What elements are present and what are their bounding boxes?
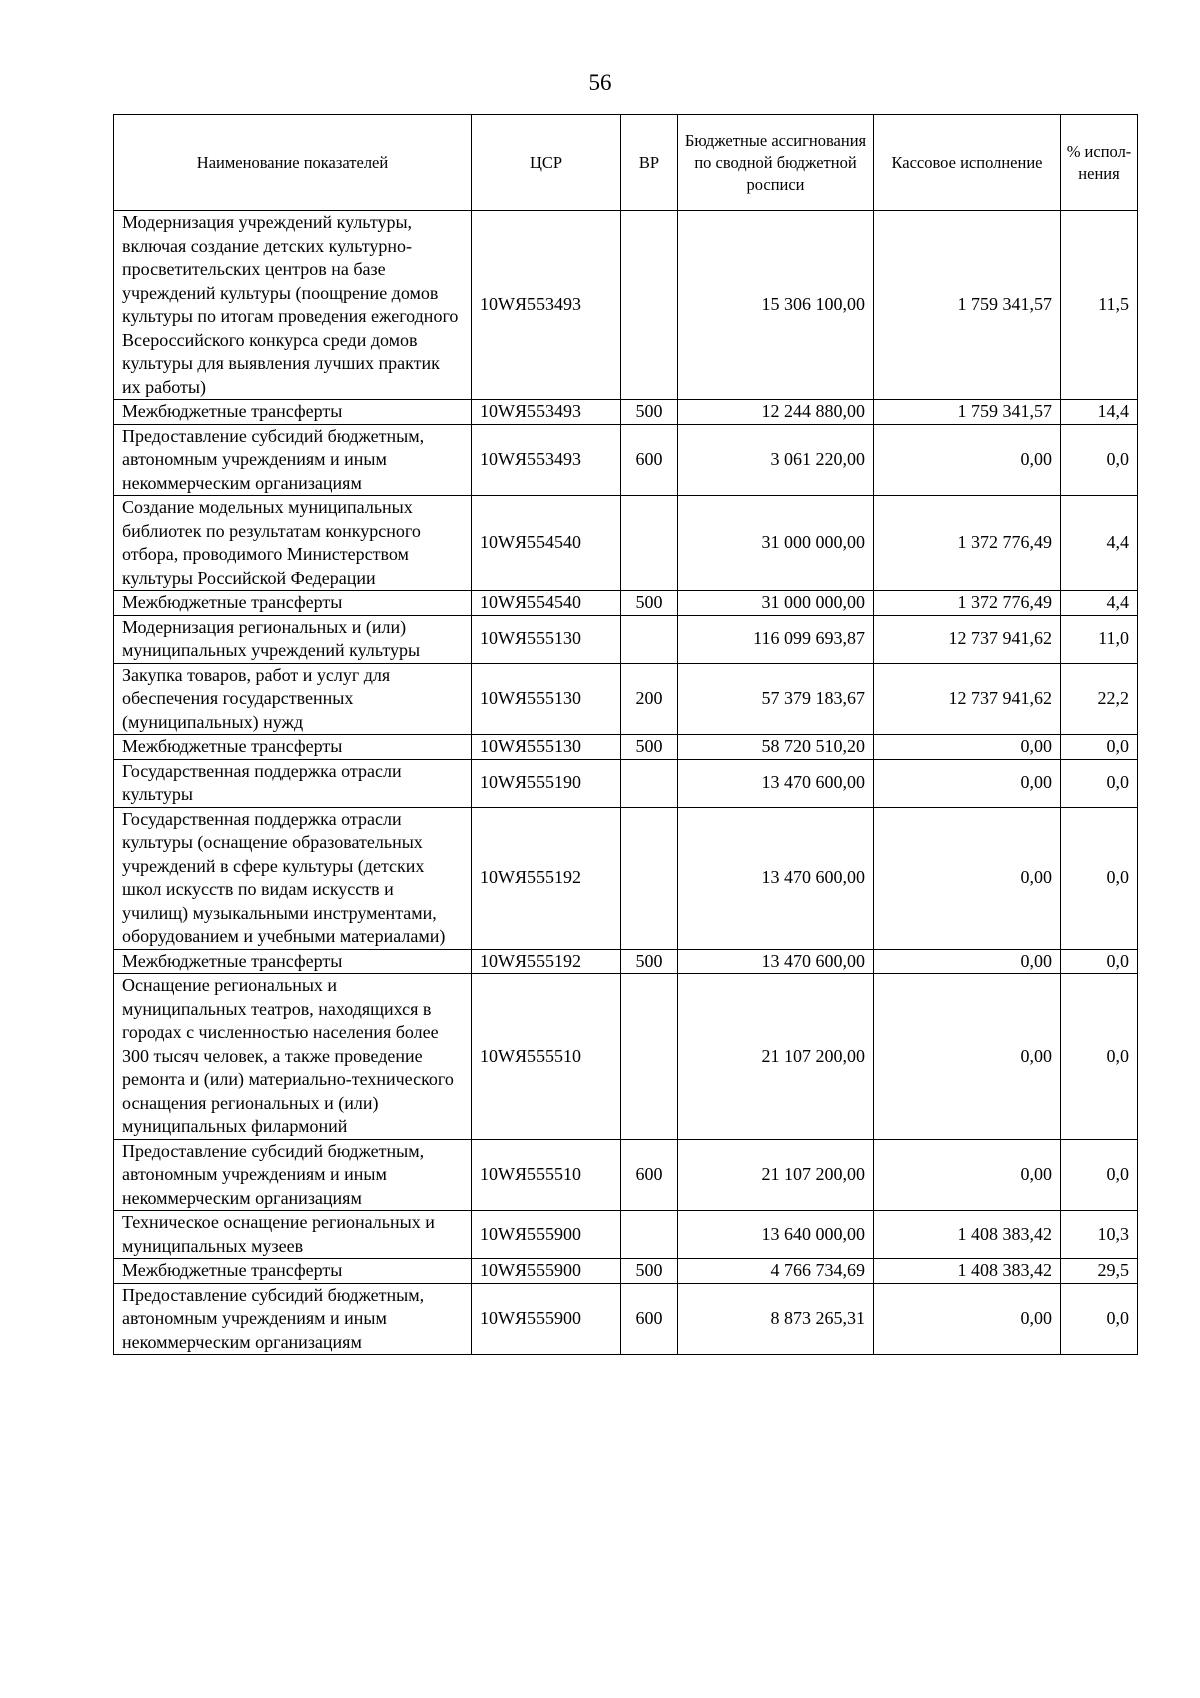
header-vr: ВР xyxy=(621,115,678,211)
cell-cash: 12 737 941,62 xyxy=(874,663,1061,735)
cell-vr xyxy=(621,496,678,591)
cell-name: Закупка товаров, работ и услуг для обеспечения государственных (муниципальных) нужд xyxy=(114,663,472,735)
cell-cash: 0,00 xyxy=(874,807,1061,949)
cell-vr: 500 xyxy=(621,591,678,616)
cell-cash: 12 737 941,62 xyxy=(874,615,1061,663)
page-number: 56 xyxy=(588,70,612,95)
cell-cash: 1 759 341,57 xyxy=(874,400,1061,425)
cell-budget: 21 107 200,00 xyxy=(678,1139,874,1211)
cell-name: Межбюджетные трансферты xyxy=(114,735,472,760)
cell-budget: 13 470 600,00 xyxy=(678,759,874,807)
cell-cash: 0,00 xyxy=(874,759,1061,807)
cell-vr: 500 xyxy=(621,735,678,760)
cell-budget: 13 640 000,00 xyxy=(678,1211,874,1259)
cell-pct: 4,4 xyxy=(1061,496,1138,591)
cell-pct: 22,2 xyxy=(1061,663,1138,735)
cell-csr: 10WЯ555192 xyxy=(472,949,621,974)
cell-csr: 10WЯ555192 xyxy=(472,807,621,949)
header-budget: Бюджетные ассигнования по сводной бюджетной росписи xyxy=(678,115,874,211)
cell-pct: 0,0 xyxy=(1061,949,1138,974)
cell-cash: 0,00 xyxy=(874,424,1061,496)
cell-vr xyxy=(621,211,678,400)
cell-vr xyxy=(621,807,678,949)
table-header-row xyxy=(114,115,1138,211)
cell-cash: 1 408 383,42 xyxy=(874,1211,1061,1259)
cell-name: Государственная поддержка отрасли культуры (оснащение образовательных учреждений в сфере культуры (детских школ искусств по видам искусств и училищ) музыкальными инструментами, оборудованием и учебными материалами) xyxy=(114,807,472,949)
cell-name: Создание модельных муниципальных библиотек по результатам конкурсного отбора, проводимого Министерством культуры Российской Федерации xyxy=(114,496,472,591)
cell-csr: 10WЯ554540 xyxy=(472,496,621,591)
cell-budget: 58 720 510,20 xyxy=(678,735,874,760)
cell-budget: 4 766 734,69 xyxy=(678,1259,874,1284)
cell-cash: 1 372 776,49 xyxy=(874,496,1061,591)
cell-pct: 0,0 xyxy=(1061,759,1138,807)
cell-csr: 10WЯ555130 xyxy=(472,735,621,760)
cell-budget: 116 099 693,87 xyxy=(678,615,874,663)
cell-name: Межбюджетные трансферты xyxy=(114,1259,472,1284)
cell-name: Межбюджетные трансферты xyxy=(114,591,472,616)
cell-pct: 10,3 xyxy=(1061,1211,1138,1259)
cell-cash: 0,00 xyxy=(874,1139,1061,1211)
cell-pct: 14,4 xyxy=(1061,400,1138,425)
header-cash: Кассовое исполнение xyxy=(874,115,1061,211)
cell-name: Государственная поддержка отрасли культуры xyxy=(114,759,472,807)
cell-name: Техническое оснащение региональных и муниципальных музеев xyxy=(114,1211,472,1259)
table-row xyxy=(114,400,1138,425)
cell-name: Предоставление субсидий бюджетным, автономным учреждениям и иным некоммерческим организациям xyxy=(114,1139,472,1211)
cell-csr: 10WЯ555900 xyxy=(472,1211,621,1259)
cell-vr: 500 xyxy=(621,1259,678,1284)
cell-csr: 10WЯ555510 xyxy=(472,1139,621,1211)
cell-pct: 0,0 xyxy=(1061,974,1138,1140)
cell-cash: 0,00 xyxy=(874,949,1061,974)
cell-vr xyxy=(621,974,678,1140)
cell-vr: 200 xyxy=(621,663,678,735)
cell-vr: 500 xyxy=(621,949,678,974)
cell-name: Предоставление субсидий бюджетным, автономным учреждениям и иным некоммерческим организациям xyxy=(114,424,472,496)
cell-csr: 10WЯ555190 xyxy=(472,759,621,807)
cell-csr: 10WЯ554540 xyxy=(472,591,621,616)
cell-cash: 0,00 xyxy=(874,974,1061,1140)
table-row xyxy=(114,1211,1138,1259)
cell-csr: 10WЯ555900 xyxy=(472,1259,621,1284)
table-row xyxy=(114,759,1138,807)
cell-csr: 10WЯ553493 xyxy=(472,424,621,496)
header-csr: ЦСР xyxy=(472,115,621,211)
cell-cash: 0,00 xyxy=(874,1283,1061,1355)
cell-name: Межбюджетные трансферты xyxy=(114,400,472,425)
cell-budget: 8 873 265,31 xyxy=(678,1283,874,1355)
cell-pct: 11,0 xyxy=(1061,615,1138,663)
cell-budget: 12 244 880,00 xyxy=(678,400,874,425)
header-pct: % испол-нения xyxy=(1061,115,1138,211)
cell-csr: 10WЯ555510 xyxy=(472,974,621,1140)
table-row xyxy=(114,735,1138,760)
cell-budget: 15 306 100,00 xyxy=(678,211,874,400)
cell-vr xyxy=(621,759,678,807)
table-row xyxy=(114,1259,1138,1284)
cell-name: Оснащение региональных и муниципальных театров, находящихся в городах с численностью населения более 300 тысяч человек, а также проведение ремонта и (или) материально-технического оснащения региональных и (или) муниципальных филармоний xyxy=(114,974,472,1140)
cell-csr: 10WЯ555130 xyxy=(472,615,621,663)
cell-pct: 0,0 xyxy=(1061,1283,1138,1355)
cell-cash: 0,00 xyxy=(874,735,1061,760)
table-row xyxy=(114,974,1138,1140)
table-row xyxy=(114,615,1138,663)
cell-vr: 600 xyxy=(621,424,678,496)
cell-pct: 0,0 xyxy=(1061,424,1138,496)
cell-budget: 3 061 220,00 xyxy=(678,424,874,496)
table-row xyxy=(114,663,1138,735)
cell-name: Межбюджетные трансферты xyxy=(114,949,472,974)
cell-pct: 0,0 xyxy=(1061,807,1138,949)
table-row xyxy=(114,211,1138,400)
budget-execution-table xyxy=(113,114,1138,1355)
cell-pct: 11,5 xyxy=(1061,211,1138,400)
cell-budget: 57 379 183,67 xyxy=(678,663,874,735)
cell-name: Модернизация региональных и (или) муниципальных учреждений культуры xyxy=(114,615,472,663)
header-name: Наименование показателей xyxy=(114,115,472,211)
cell-cash: 1 408 383,42 xyxy=(874,1259,1061,1284)
table-row xyxy=(114,424,1138,496)
cell-budget: 31 000 000,00 xyxy=(678,496,874,591)
cell-vr: 500 xyxy=(621,400,678,425)
cell-csr: 10WЯ553493 xyxy=(472,400,621,425)
cell-pct: 29,5 xyxy=(1061,1259,1138,1284)
cell-vr: 600 xyxy=(621,1283,678,1355)
cell-csr: 10WЯ555130 xyxy=(472,663,621,735)
table-row xyxy=(114,949,1138,974)
table-row xyxy=(114,1139,1138,1211)
cell-csr: 10WЯ553493 xyxy=(472,211,621,400)
cell-budget: 31 000 000,00 xyxy=(678,591,874,616)
table-row xyxy=(114,807,1138,949)
cell-csr: 10WЯ555900 xyxy=(472,1283,621,1355)
cell-budget: 21 107 200,00 xyxy=(678,974,874,1140)
cell-pct: 4,4 xyxy=(1061,591,1138,616)
cell-vr xyxy=(621,615,678,663)
cell-budget: 13 470 600,00 xyxy=(678,807,874,949)
table-row xyxy=(114,496,1138,591)
cell-vr xyxy=(621,1211,678,1259)
cell-vr: 600 xyxy=(621,1139,678,1211)
table-row xyxy=(114,1283,1138,1355)
cell-pct: 0,0 xyxy=(1061,735,1138,760)
cell-name: Предоставление субсидий бюджетным, автономным учреждениям и иным некоммерческим организациям xyxy=(114,1283,472,1355)
cell-name: Модернизация учреждений культуры, включая создание детских культурно-просветительских центров на базе учреждений культуры (поощрение домов культуры по итогам проведения ежегодного Всероссийского конкурса среди домов культуры для выявления лучших практик их работы) xyxy=(114,211,472,400)
cell-pct: 0,0 xyxy=(1061,1139,1138,1211)
cell-cash: 1 759 341,57 xyxy=(874,211,1061,400)
table-row xyxy=(114,591,1138,616)
cell-budget: 13 470 600,00 xyxy=(678,949,874,974)
cell-cash: 1 372 776,49 xyxy=(874,591,1061,616)
